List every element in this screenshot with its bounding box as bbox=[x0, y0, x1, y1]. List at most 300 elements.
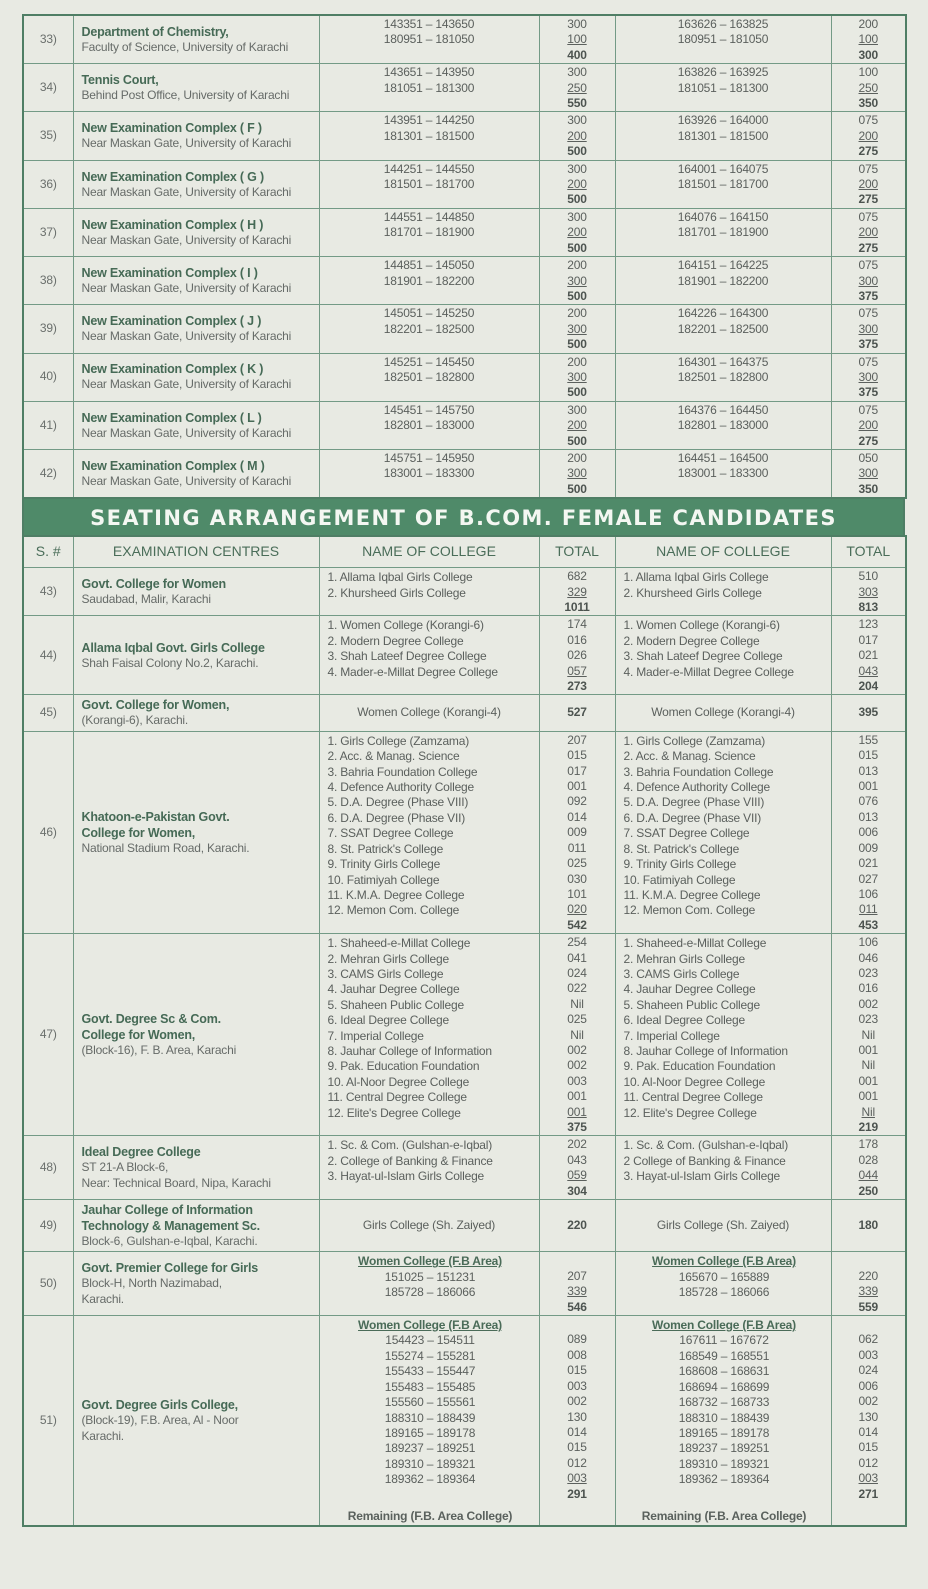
count-list bbox=[831, 1316, 906, 1527]
remaining-note: Remaining (F.B. Area College) bbox=[641, 1508, 807, 1523]
centre-row bbox=[23, 731, 906, 933]
college-count: 002 bbox=[567, 1058, 587, 1073]
college-count: 016 bbox=[858, 981, 878, 996]
centre-row bbox=[23, 568, 906, 616]
examination-centre-cell bbox=[73, 1252, 319, 1316]
centre-row bbox=[23, 64, 906, 112]
college-item: 2. Mehran Girls College bbox=[327, 951, 449, 966]
college-item: 188310 – 188439 bbox=[678, 1410, 770, 1425]
college-count: 682 bbox=[567, 569, 587, 584]
roll-number-ranges bbox=[615, 208, 831, 256]
roll-range: 164001 – 164075 bbox=[677, 161, 769, 176]
college-count: 041 bbox=[567, 950, 587, 965]
examination-centre-cell bbox=[73, 401, 319, 449]
serial-number: 37) bbox=[23, 208, 73, 256]
header-total-2: TOTAL bbox=[831, 536, 906, 568]
college-count: 046 bbox=[858, 950, 878, 965]
header-examination-centres: EXAMINATION CENTRES bbox=[73, 536, 319, 568]
candidate-count: 300 bbox=[858, 273, 878, 288]
serial-number: 40) bbox=[23, 353, 73, 401]
college-name-cell bbox=[615, 1200, 831, 1252]
college-item: 151025 – 151231 bbox=[384, 1269, 476, 1284]
centre-name: Govt. Degree Girls College, bbox=[81, 1398, 238, 1413]
college-name: Women College (Korangi-4) bbox=[357, 705, 501, 720]
total-count: 275 bbox=[858, 240, 878, 255]
college-item: 155483 – 155485 bbox=[384, 1379, 476, 1394]
candidate-count: 075 bbox=[858, 161, 878, 176]
total-count: 813 bbox=[858, 600, 878, 614]
candidate-counts bbox=[539, 160, 615, 208]
serial-number: 43) bbox=[23, 568, 73, 616]
college-count: 076 bbox=[858, 794, 878, 809]
centre-address: Near: Technical Board, Nipa, Karachi bbox=[81, 1175, 271, 1190]
centre-name: New Examination Complex ( F ) bbox=[81, 121, 262, 136]
list-spacer bbox=[624, 1488, 825, 1503]
college-item: 5. D.A. Degree (Phase VIII) bbox=[623, 795, 765, 810]
college-item: 3. Hayat-ul-Islam Girls College bbox=[327, 1169, 485, 1184]
college-count: 123 bbox=[858, 617, 878, 632]
college-count: Nil bbox=[861, 1058, 875, 1073]
total-count: 219 bbox=[858, 1120, 878, 1134]
roll-range: 163926 – 164000 bbox=[677, 113, 769, 128]
college-count: 001 bbox=[567, 1104, 587, 1119]
count-spacer bbox=[832, 1317, 906, 1332]
college-item: 7. Imperial College bbox=[623, 1028, 720, 1043]
centre-row bbox=[23, 160, 906, 208]
candidate-counts bbox=[539, 305, 615, 353]
candidate-count: 300 bbox=[567, 17, 587, 31]
college-count: 062 bbox=[858, 1332, 878, 1347]
centre-address: Near Maskan Gate, University of Karachi bbox=[81, 184, 292, 199]
centre-row bbox=[23, 1136, 906, 1200]
college-count: 011 bbox=[567, 840, 587, 855]
candidate-count: 200 bbox=[858, 418, 878, 433]
candidate-counts bbox=[539, 64, 615, 112]
college-count: 106 bbox=[858, 886, 878, 901]
centre-row bbox=[23, 208, 906, 256]
college-item: 189165 – 189178 bbox=[384, 1425, 476, 1440]
count-list bbox=[831, 731, 906, 933]
serial-number: 45) bbox=[23, 695, 73, 731]
college-item: 10. Fatimiyah College bbox=[327, 872, 440, 887]
college-count: 043 bbox=[567, 1152, 587, 1167]
college-item: 6. Ideal Degree College bbox=[327, 1013, 449, 1028]
college-count: 014 bbox=[567, 809, 587, 824]
centre-address: Saudabad, Malir, Karachi bbox=[81, 592, 211, 607]
total-count: 291 bbox=[567, 1486, 587, 1501]
college-item: 155560 – 155561 bbox=[384, 1395, 476, 1410]
college-count: 001 bbox=[858, 1042, 878, 1057]
examination-centre-cell bbox=[73, 305, 319, 353]
college-item: 1. Shaheed-e-Millat College bbox=[623, 936, 767, 951]
college-count: 202 bbox=[567, 1137, 587, 1152]
candidate-count: 300 bbox=[567, 402, 587, 417]
candidate-count: 075 bbox=[858, 113, 878, 128]
total-count: 500 bbox=[567, 385, 587, 400]
candidate-count: 200 bbox=[567, 128, 587, 143]
candidate-count: 075 bbox=[858, 306, 878, 321]
examination-centre-cell bbox=[73, 64, 319, 112]
total-count: 275 bbox=[858, 433, 878, 448]
candidate-count: 200 bbox=[567, 354, 587, 369]
centre-name: New Examination Complex ( M ) bbox=[81, 458, 265, 473]
candidate-counts bbox=[539, 401, 615, 449]
college-count: 092 bbox=[567, 794, 587, 809]
examination-centre-cell bbox=[73, 616, 319, 695]
college-item: 3. Bahria Foundation College bbox=[623, 764, 774, 779]
examination-centre-cell bbox=[73, 731, 319, 933]
college-count: 015 bbox=[567, 1440, 587, 1455]
total-count: 375 bbox=[858, 288, 878, 303]
centre-name: New Examination Complex ( I ) bbox=[81, 266, 258, 280]
centre-name: New Examination Complex ( G ) bbox=[81, 169, 264, 184]
college-item: 5. Shaheen Public College bbox=[327, 997, 464, 1012]
college-item: 4. Mader-e-Millat Degree College bbox=[327, 664, 498, 679]
centre-address: Karachi. bbox=[81, 1291, 124, 1306]
college-count: 329 bbox=[567, 584, 587, 599]
roll-range: 182801 – 183000 bbox=[383, 418, 475, 433]
college-item: 185728 – 186066 bbox=[678, 1285, 770, 1300]
college-count: 057 bbox=[567, 663, 587, 678]
centre-address: Near Maskan Gate, University of Karachi bbox=[81, 232, 292, 247]
college-item: 2. Acc. & Manag. Science bbox=[327, 749, 460, 764]
centre-address: Karachi. bbox=[81, 1428, 124, 1443]
total-count: 375 bbox=[858, 385, 878, 400]
total-count: 220 bbox=[539, 1200, 615, 1252]
candidate-count: 200 bbox=[858, 128, 878, 143]
roll-number-ranges bbox=[615, 112, 831, 160]
candidate-count: 300 bbox=[567, 466, 587, 481]
college-count: 017 bbox=[567, 763, 587, 778]
candidate-count: 200 bbox=[858, 17, 878, 31]
roll-range: 145751 – 145950 bbox=[383, 450, 475, 465]
count-spacer bbox=[540, 1317, 615, 1332]
roll-range: 180951 – 181050 bbox=[383, 32, 475, 47]
total-count: 395 bbox=[831, 695, 906, 731]
college-count: 009 bbox=[567, 825, 587, 840]
college-group-heading: Women College (F.B Area) bbox=[652, 1254, 796, 1269]
college-item: 9. Pak. Education Foundation bbox=[623, 1059, 776, 1074]
college-item: 189165 – 189178 bbox=[678, 1425, 770, 1440]
total-count: 250 bbox=[858, 1183, 878, 1198]
centre-name: Allama Iqbal Govt. Girls College bbox=[81, 640, 265, 655]
examination-centre-cell bbox=[73, 449, 319, 498]
centre-name: Technology & Management Sc. bbox=[81, 1219, 260, 1234]
college-count: 027 bbox=[858, 871, 878, 886]
roll-number-ranges bbox=[615, 64, 831, 112]
count-spacer bbox=[832, 1253, 906, 1268]
candidate-counts bbox=[831, 208, 906, 256]
total-count: 500 bbox=[567, 433, 587, 448]
college-item: 12. Elite's Degree College bbox=[327, 1105, 461, 1120]
college-name: Women College (Korangi-4) bbox=[651, 705, 795, 720]
college-item: 10. Al-Noor Degree College bbox=[623, 1074, 766, 1089]
serial-number: 47) bbox=[23, 934, 73, 1136]
roll-range: 144851 – 145050 bbox=[383, 258, 475, 273]
college-count: 130 bbox=[567, 1409, 587, 1424]
centre-row bbox=[23, 15, 906, 64]
college-item: 4. Defence Authority College bbox=[623, 780, 770, 795]
total-count: 500 bbox=[567, 144, 587, 159]
centre-row bbox=[23, 1252, 906, 1316]
total-count: 375 bbox=[858, 337, 878, 352]
candidate-count: 300 bbox=[567, 161, 587, 176]
candidate-counts bbox=[539, 353, 615, 401]
serial-number: 36) bbox=[23, 160, 73, 208]
total-count: 1011 bbox=[564, 600, 590, 614]
college-item: 4. Jauhar Degree College bbox=[623, 982, 756, 997]
examination-centre-cell bbox=[73, 934, 319, 1136]
total-count: 350 bbox=[858, 96, 878, 111]
total-count: 300 bbox=[858, 47, 878, 62]
centre-address: Near Maskan Gate, University of Karachi bbox=[81, 329, 292, 344]
roll-range: 181051 – 181300 bbox=[677, 80, 769, 95]
section-banner: SEATING ARRANGEMENT OF B.COM. FEMALE CANDIDATES bbox=[22, 499, 905, 535]
college-count: 023 bbox=[858, 965, 878, 980]
roll-range: 143351 – 143650 bbox=[383, 17, 475, 31]
total-count: 271 bbox=[858, 1486, 878, 1501]
college-item: 1. Women College (Korangi-6) bbox=[623, 618, 780, 633]
college-item: 11. Central Degree College bbox=[327, 1090, 467, 1105]
roll-range: 181501 – 181700 bbox=[383, 177, 475, 192]
college-count: 014 bbox=[567, 1424, 587, 1439]
college-list bbox=[319, 1252, 539, 1316]
roll-range: 183001 – 183300 bbox=[383, 466, 475, 481]
college-group-heading: Women College (F.B Area) bbox=[652, 1318, 796, 1333]
candidate-count: 100 bbox=[567, 32, 587, 47]
roll-number-ranges bbox=[319, 64, 539, 112]
roll-range: 145251 – 145450 bbox=[383, 354, 475, 369]
college-count: 003 bbox=[567, 1378, 587, 1393]
total-count: 180 bbox=[831, 1200, 906, 1252]
college-count: 001 bbox=[567, 1089, 587, 1104]
college-item: 1. Girls College (Zamzama) bbox=[327, 733, 470, 748]
college-count: 012 bbox=[858, 1455, 878, 1470]
candidate-count: 300 bbox=[567, 65, 587, 80]
centre-row bbox=[23, 1316, 906, 1527]
roll-number-ranges bbox=[319, 353, 539, 401]
roll-range: 163626 – 163825 bbox=[677, 17, 769, 31]
college-item: 188310 – 188439 bbox=[384, 1410, 476, 1425]
college-count: 254 bbox=[567, 935, 587, 950]
roll-range: 144551 – 144850 bbox=[383, 209, 475, 224]
serial-number: 44) bbox=[23, 616, 73, 695]
college-count: 016 bbox=[567, 632, 587, 647]
college-list bbox=[319, 1316, 539, 1527]
candidate-count: 075 bbox=[858, 402, 878, 417]
centre-address: Faculty of Science, University of Karachi bbox=[81, 39, 289, 54]
centre-name: Govt. Degree Sc & Com. bbox=[81, 1012, 221, 1027]
college-name: Girls College (Sh. Zaiyed) bbox=[362, 1218, 496, 1233]
college-count: 030 bbox=[567, 871, 587, 886]
centre-name: College for Women, bbox=[81, 1028, 196, 1043]
college-count: 013 bbox=[858, 763, 878, 778]
college-count: Nil bbox=[570, 1027, 584, 1042]
college-item: 1. Girls College (Zamzama) bbox=[623, 733, 766, 748]
college-count: 001 bbox=[567, 779, 587, 794]
roll-range: 181301 – 181500 bbox=[677, 128, 769, 143]
centre-row bbox=[23, 305, 906, 353]
candidate-count: 200 bbox=[858, 225, 878, 240]
college-count: 207 bbox=[567, 732, 587, 747]
college-count: 023 bbox=[858, 1012, 878, 1027]
roll-range: 164226 – 164300 bbox=[677, 306, 769, 321]
college-list bbox=[319, 731, 539, 933]
roll-range: 182801 – 183000 bbox=[677, 418, 769, 433]
header-sno: S. # bbox=[23, 536, 73, 568]
centre-name: Tennis Court, bbox=[81, 73, 159, 88]
college-item: 2. Khursheed Girls College bbox=[623, 585, 762, 600]
college-count: 303 bbox=[858, 584, 878, 599]
roll-range: 181701 – 181900 bbox=[383, 225, 475, 240]
college-count: 220 bbox=[858, 1268, 878, 1283]
college-count: 003 bbox=[567, 1471, 587, 1486]
candidate-count: 100 bbox=[858, 32, 878, 47]
candidate-count: 050 bbox=[858, 450, 878, 465]
college-count: 106 bbox=[858, 935, 878, 950]
centre-row bbox=[23, 401, 906, 449]
college-item: 3. CAMS Girls College bbox=[327, 966, 444, 981]
roll-number-ranges bbox=[615, 449, 831, 498]
college-item: 154423 – 154511 bbox=[385, 1333, 475, 1348]
examination-centre-cell bbox=[73, 568, 319, 616]
centre-name: College for Women, bbox=[81, 825, 196, 840]
roll-range: 182501 – 182800 bbox=[383, 369, 475, 384]
roll-number-ranges bbox=[319, 257, 539, 305]
centre-name: New Examination Complex ( H ) bbox=[81, 217, 264, 232]
college-count: 025 bbox=[567, 856, 587, 871]
candidate-count: 300 bbox=[567, 369, 587, 384]
college-count: 003 bbox=[858, 1471, 878, 1486]
serial-number: 42) bbox=[23, 449, 73, 498]
roll-number-ranges bbox=[319, 112, 539, 160]
candidate-count: 200 bbox=[567, 450, 587, 465]
college-list bbox=[319, 616, 539, 695]
count-list bbox=[539, 1252, 615, 1316]
candidate-count: 075 bbox=[858, 258, 878, 273]
serial-number: 35) bbox=[23, 112, 73, 160]
college-item: 185728 – 186066 bbox=[384, 1285, 476, 1300]
college-count: Nil bbox=[570, 996, 584, 1011]
roll-number-ranges bbox=[319, 15, 539, 64]
header-name-of-college: NAME OF COLLEGE bbox=[319, 536, 539, 568]
college-count: 012 bbox=[567, 1455, 587, 1470]
college-count: 339 bbox=[858, 1284, 878, 1299]
centre-address: Behind Post Office, University of Karachi bbox=[81, 88, 290, 103]
examination-centre-cell bbox=[73, 257, 319, 305]
candidate-counts bbox=[831, 353, 906, 401]
college-item: 11. K.M.A. Degree College bbox=[327, 887, 465, 902]
roll-number-ranges bbox=[615, 257, 831, 305]
college-item: 155274 – 155281 bbox=[384, 1348, 476, 1363]
college-count: 002 bbox=[858, 996, 878, 1011]
college-item: 4. Defence Authority College bbox=[327, 780, 474, 795]
college-item: 10. Al-Noor Degree College bbox=[327, 1074, 470, 1089]
candidate-count: 250 bbox=[858, 80, 878, 95]
roll-range: 164376 – 164450 bbox=[677, 402, 769, 417]
college-item: 2. College of Banking & Finance bbox=[327, 1153, 493, 1168]
college-item: 2. Acc. & Manag. Science bbox=[623, 749, 756, 764]
college-count: 003 bbox=[567, 1073, 587, 1088]
roll-range: 145051 – 145250 bbox=[383, 306, 475, 321]
examination-centre-cell bbox=[73, 208, 319, 256]
roll-number-ranges bbox=[319, 305, 539, 353]
college-item: 9. Trinity Girls College bbox=[327, 857, 441, 872]
candidate-counts bbox=[831, 257, 906, 305]
candidate-count: 200 bbox=[567, 177, 587, 192]
roll-range: 143651 – 143950 bbox=[383, 65, 475, 80]
total-count: 559 bbox=[858, 1299, 878, 1314]
candidate-counts bbox=[539, 15, 615, 64]
college-item: 189237 – 189251 bbox=[384, 1441, 476, 1456]
college-item: 189310 – 189321 bbox=[678, 1456, 770, 1471]
college-item: 168608 – 168631 bbox=[678, 1364, 770, 1379]
total-count: 527 bbox=[539, 695, 615, 731]
candidate-counts bbox=[831, 401, 906, 449]
centre-address: Shah Faisal Colony No.2, Karachi. bbox=[81, 655, 259, 670]
college-item: 189362 – 189364 bbox=[384, 1472, 476, 1487]
college-item: 10. Fatimiyah College bbox=[623, 872, 736, 887]
serial-number: 50) bbox=[23, 1252, 73, 1316]
count-list bbox=[831, 568, 906, 616]
female-centres-table bbox=[22, 535, 907, 1527]
college-count: 026 bbox=[567, 648, 587, 663]
roll-number-ranges bbox=[615, 401, 831, 449]
college-item: 3. Bahria Foundation College bbox=[327, 764, 478, 779]
serial-number: 38) bbox=[23, 257, 73, 305]
college-count: 001 bbox=[858, 779, 878, 794]
college-item: 11. Central Degree College bbox=[623, 1090, 763, 1105]
roll-range: 164076 – 164150 bbox=[677, 209, 769, 224]
college-count: 002 bbox=[858, 1394, 878, 1409]
candidate-counts bbox=[539, 257, 615, 305]
roll-range: 181901 – 182200 bbox=[677, 273, 769, 288]
total-count: 500 bbox=[567, 481, 587, 496]
college-item: 3. Shah Lateef Degree College bbox=[623, 649, 783, 664]
college-item: 8. St. Patrick's College bbox=[327, 841, 444, 856]
roll-range: 144251 – 144550 bbox=[383, 161, 475, 176]
candidate-counts bbox=[539, 208, 615, 256]
serial-number: 34) bbox=[23, 64, 73, 112]
college-list bbox=[615, 731, 831, 933]
college-count: 510 bbox=[858, 569, 878, 584]
candidate-count: 200 bbox=[567, 258, 587, 273]
examination-centre-cell bbox=[73, 1136, 319, 1200]
total-count: 275 bbox=[858, 144, 878, 159]
total-count: 273 bbox=[567, 679, 587, 694]
college-name-cell bbox=[615, 695, 831, 731]
college-list bbox=[319, 934, 539, 1136]
centre-address: (Korangi-6), Karachi. bbox=[81, 713, 189, 728]
college-item: 2. Khursheed Girls College bbox=[327, 585, 466, 600]
college-name-cell bbox=[319, 695, 539, 731]
college-item: 9. Pak. Education Foundation bbox=[327, 1059, 480, 1074]
roll-range: 181301 – 181500 bbox=[383, 128, 475, 143]
total-count: 550 bbox=[567, 96, 587, 111]
serial-number: 46) bbox=[23, 731, 73, 933]
centre-address: ST 21-A Block-6, bbox=[81, 1160, 169, 1175]
college-count: 020 bbox=[567, 902, 587, 917]
seating-arrangement-sheet bbox=[22, 14, 905, 1527]
total-count: 500 bbox=[567, 337, 587, 352]
centre-name: Govt. College for Women bbox=[81, 577, 226, 592]
centre-name: Department of Chemistry, bbox=[81, 24, 229, 39]
college-item: 9. Trinity Girls College bbox=[623, 857, 737, 872]
college-count: 001 bbox=[858, 1073, 878, 1088]
college-item: 7. SSAT Degree College bbox=[623, 826, 750, 841]
college-list bbox=[615, 568, 831, 616]
college-list bbox=[615, 1316, 831, 1527]
